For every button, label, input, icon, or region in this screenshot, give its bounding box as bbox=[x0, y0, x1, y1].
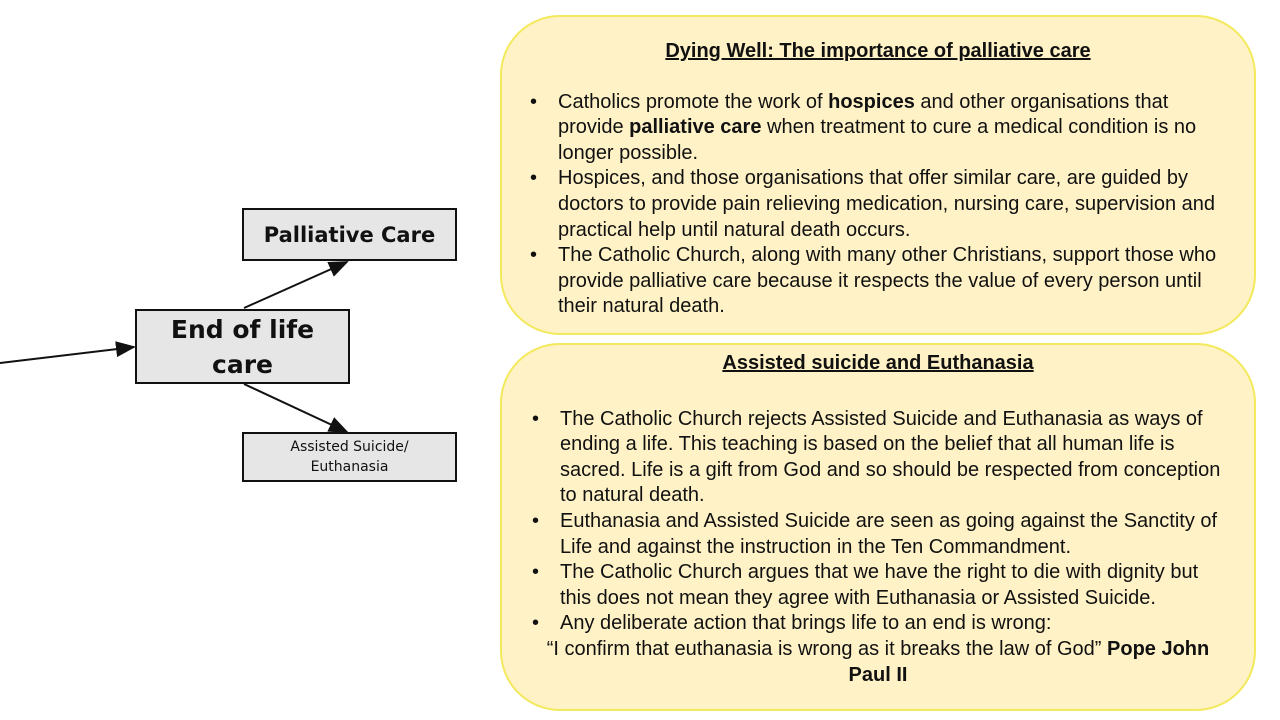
text: The Catholic Church, along with many other Christians, support those who provide palliative care because it respects the value of every person until their natural death. bbox=[558, 244, 1217, 318]
panel-assisted-suicide bbox=[500, 343, 1256, 711]
text: and other organisations that provide bbox=[558, 90, 1169, 139]
quote-text: “I confirm that euthanasia is wrong as it breaks the law of God” bbox=[546, 637, 1102, 660]
arrow-to-palliative bbox=[244, 262, 347, 308]
bullet-list bbox=[502, 90, 1254, 320]
bold-text: palliative care bbox=[629, 116, 762, 139]
bold-text: hospices bbox=[828, 90, 915, 113]
bullet-item bbox=[558, 90, 1234, 167]
node-end-of-life-care bbox=[135, 309, 350, 384]
panel-title: Assisted suicide and Euthanasia bbox=[722, 352, 1034, 374]
node-assisted-suicide bbox=[242, 432, 457, 482]
text: The Catholic Church rejects Assisted Suicide and Euthanasia as ways of ending a life. This teaching is based on the belief that all human life is sacred. Life is a gift from God and so should be respected from conception to natural death. bbox=[560, 407, 1221, 507]
node-label: Assisted Suicide/ Euthanasia bbox=[290, 439, 409, 475]
bullet-item bbox=[560, 407, 1234, 509]
node-palliative-care bbox=[242, 208, 457, 261]
node-label: End of life care bbox=[170, 314, 315, 379]
quote-author: Pope John Paul II bbox=[848, 637, 1210, 686]
bullet-item bbox=[558, 166, 1234, 243]
bullet-item bbox=[560, 509, 1234, 560]
bullet-item bbox=[560, 560, 1234, 611]
text: Hospices, and those organisations that offer similar care, are guided by doctors to provide pain relieving medication, nursing care, supervision and practical help until natural death occurs. bbox=[558, 167, 1216, 241]
node-label: Palliative Care bbox=[263, 222, 436, 247]
panel-title: Dying Well: The importance of palliative care bbox=[665, 40, 1091, 62]
bullet-item bbox=[558, 243, 1234, 320]
text: when treatment to cure a medical condition is no longer possible. bbox=[558, 116, 1197, 164]
text: Any deliberate action that brings life to an end is wrong: bbox=[560, 612, 1052, 635]
arrow-to-assisted-suicide bbox=[244, 384, 347, 432]
text: Catholics promote the work of bbox=[558, 90, 829, 113]
arrow-into-center bbox=[0, 347, 134, 363]
bullet-list bbox=[502, 407, 1254, 637]
text: The Catholic Church argues that we have the right to die with dignity but this does not mean they agree with Euthanasia or Assisted Suicide. bbox=[560, 561, 1199, 609]
bullet-item bbox=[560, 611, 1234, 637]
quote bbox=[502, 637, 1254, 688]
text: Euthanasia and Assisted Suicide are seen as going against the Sanctity of Life and against the instruction in the Ten Commandment. bbox=[560, 509, 1218, 558]
panel-dying-well bbox=[500, 15, 1256, 335]
